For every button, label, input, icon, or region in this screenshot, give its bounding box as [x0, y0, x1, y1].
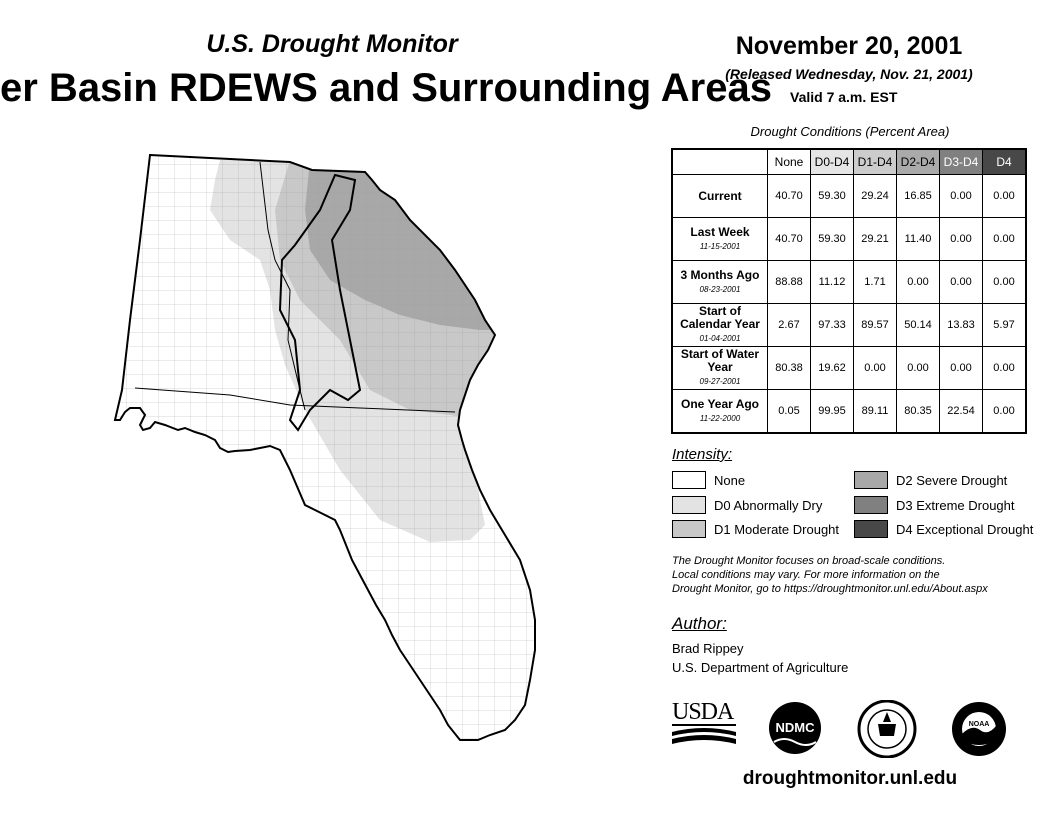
- monitor-title: U.S. Drought Monitor: [206, 30, 458, 58]
- usda-wordmark: USDA: [672, 700, 736, 726]
- usda-logo: [672, 700, 736, 751]
- noaa-text: NOAA: [968, 721, 990, 728]
- table-cell: 1.71: [854, 261, 897, 304]
- column-header: D3-D4: [940, 149, 983, 175]
- row-label-text: One Year Ago: [680, 396, 760, 411]
- legend-label: D4 Exceptional Drought: [896, 521, 1034, 537]
- table-cell: 29.21: [854, 218, 897, 261]
- table-cell: 59.30: [811, 175, 854, 218]
- row-label-text: 3 Months Ago: [680, 267, 760, 282]
- table-cell: 80.38: [768, 347, 811, 390]
- legend-item-none: [672, 471, 745, 489]
- table-row: [672, 390, 1026, 434]
- table-cell: 0.00: [983, 261, 1027, 304]
- row-label: [672, 261, 768, 304]
- row-label: [672, 304, 768, 347]
- column-header: D1-D4: [854, 149, 897, 175]
- table-cell: 0.00: [940, 347, 983, 390]
- legend-label: D3 Extreme Drought: [896, 497, 1015, 513]
- legend-item-d2: [854, 471, 1007, 489]
- table-cell: 2.67: [768, 304, 811, 347]
- row-label: [672, 347, 768, 390]
- row-date: 08-23-2001: [699, 284, 741, 294]
- table-cell: 22.54: [940, 390, 983, 434]
- table-caption: Drought Conditions (Percent Area): [750, 124, 950, 139]
- table-cell: 0.00: [940, 218, 983, 261]
- table-cell: 16.85: [897, 175, 940, 218]
- legend-item-d3: [854, 496, 1015, 514]
- row-date: 11-15-2001: [699, 241, 741, 251]
- note-line: Drought Monitor, go to https://droughtmonitor.unl.edu/About.aspx: [672, 583, 988, 595]
- table-cell: 80.35: [897, 390, 940, 434]
- table-cell: 0.00: [983, 218, 1027, 261]
- column-header: D0-D4: [811, 149, 854, 175]
- table-cell: 11.40: [897, 218, 940, 261]
- legend-swatch: [672, 520, 706, 538]
- commerce-seal-icon: [856, 700, 918, 758]
- table-cell: 29.24: [854, 175, 897, 218]
- legend-label: D2 Severe Drought: [896, 472, 1008, 488]
- column-header: D2-D4: [897, 149, 940, 175]
- row-date: 11-22-2000: [699, 413, 741, 423]
- legend-swatch: [672, 496, 706, 514]
- legend-swatch: [854, 496, 888, 514]
- table-row: [672, 261, 1026, 304]
- ndmc-logo: [766, 700, 824, 756]
- table-row: [672, 218, 1026, 261]
- legend-item-d4: [854, 520, 1033, 538]
- table-corner: [672, 149, 768, 175]
- author-org: U.S. Department of Agriculture: [672, 660, 849, 675]
- table-cell: 13.83: [940, 304, 983, 347]
- row-label-text: Start of Calendar Year: [680, 304, 760, 331]
- table-cell: 11.12: [811, 261, 854, 304]
- table-cell: 0.00: [940, 175, 983, 218]
- noaa-logo: [950, 700, 1008, 758]
- valid-time: Valid 7 a.m. EST: [790, 89, 898, 105]
- table-cell: 0.00: [983, 347, 1027, 390]
- map-date: November 20, 2001: [735, 32, 963, 60]
- footer-url: droughtmonitor.unl.edu: [742, 768, 958, 789]
- table-row: [672, 175, 1026, 218]
- table-cell: 97.33: [811, 304, 854, 347]
- table-cell: 59.30: [811, 218, 854, 261]
- row-label: [672, 218, 768, 261]
- row-date: 01-04-2001: [699, 334, 741, 343]
- ndmc-text: NDMC: [775, 720, 815, 735]
- table-cell: 0.00: [854, 347, 897, 390]
- legend-title: Intensity:: [672, 446, 733, 463]
- table-cell: 40.70: [768, 218, 811, 261]
- disclaimer-note: [672, 554, 1042, 596]
- row-label: [672, 175, 768, 218]
- table-cell: 0.00: [897, 347, 940, 390]
- column-header: D4: [983, 149, 1027, 175]
- table-cell: 40.70: [768, 175, 811, 218]
- table-cell: 19.62: [811, 347, 854, 390]
- table-cell: 5.97: [983, 304, 1027, 347]
- legend-swatch: [854, 520, 888, 538]
- table-cell: 0.00: [983, 390, 1027, 434]
- table-header-row: [672, 149, 1026, 175]
- table-cell: 50.14: [897, 304, 940, 347]
- column-header: None: [768, 149, 811, 175]
- legend-label: None: [714, 472, 746, 488]
- drought-stats-table: [671, 148, 1027, 434]
- table-cell: 89.11: [854, 390, 897, 434]
- region-title: er Basin RDEWS and Surrounding Areas: [0, 66, 772, 110]
- row-label-text: Current: [698, 188, 742, 203]
- row-label-text: Last Week: [690, 224, 750, 239]
- author-name: Brad Rippey: [672, 641, 744, 656]
- table-cell: 99.95: [811, 390, 854, 434]
- author-title: Author:: [672, 614, 727, 633]
- legend-label: D1 Moderate Drought: [714, 521, 840, 537]
- table-cell: 88.88: [768, 261, 811, 304]
- legend-swatch: [672, 471, 706, 489]
- row-date: 09-27-2001: [699, 377, 741, 386]
- table-cell: 0.05: [768, 390, 811, 434]
- table-cell: 0.00: [897, 261, 940, 304]
- table-cell: 89.57: [854, 304, 897, 347]
- row-label-text: Start of Water Year: [680, 347, 760, 374]
- table-row: [672, 304, 1026, 347]
- table-cell: 0.00: [983, 175, 1027, 218]
- legend-label: D0 Abnormally Dry: [714, 497, 823, 513]
- note-line: The Drought Monitor focuses on broad-scale conditions.: [672, 555, 946, 567]
- table-cell: 0.00: [940, 261, 983, 304]
- table-row: [672, 347, 1026, 390]
- release-date: (Released Wednesday, Nov. 21, 2001): [725, 66, 973, 82]
- drought-map: [110, 150, 540, 770]
- legend-item-d0: [672, 496, 822, 514]
- usda-hills-icon: [672, 726, 736, 746]
- legend-item-d1: [672, 520, 839, 538]
- legend-swatch: [854, 471, 888, 489]
- row-label: [672, 390, 768, 434]
- note-line: Local conditions may vary. For more information on the: [672, 569, 940, 581]
